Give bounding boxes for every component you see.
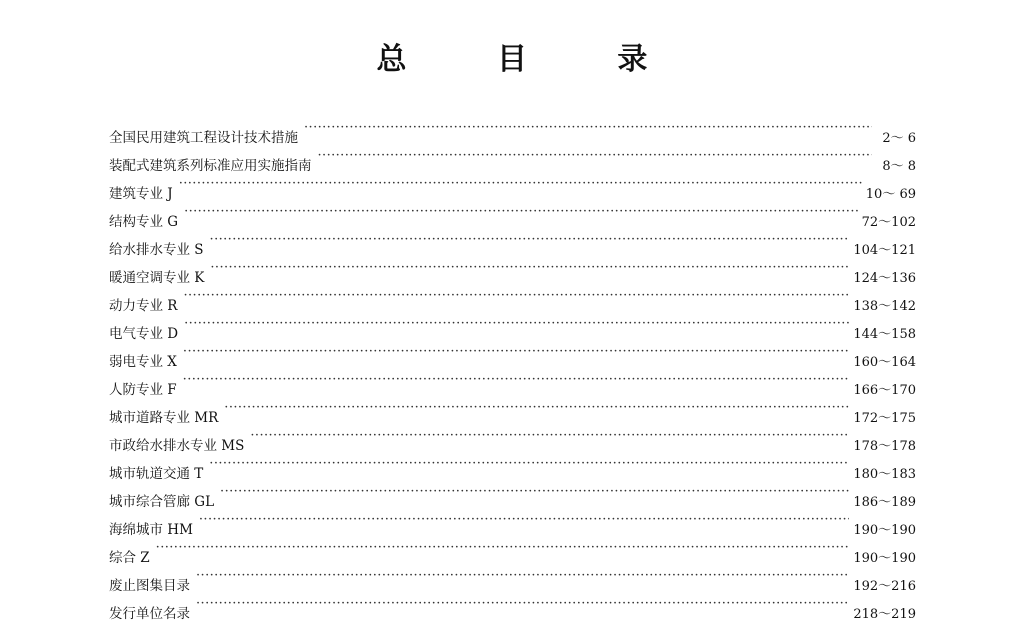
dot-leader xyxy=(210,254,849,282)
toc-entry[interactable] xyxy=(109,198,916,230)
toc-entry-pages: 138～142 xyxy=(853,299,916,314)
toc-entry-pages: 72～102 xyxy=(861,215,916,230)
toc-entry-pages: 124～136 xyxy=(853,271,916,286)
toc-entry[interactable] xyxy=(109,310,916,342)
dot-leader xyxy=(318,142,873,170)
page-title: 总 目 录 xyxy=(376,42,688,77)
toc-entry[interactable] xyxy=(109,366,916,398)
toc-entry-title: 弱电专业 X xyxy=(109,354,177,370)
toc-entry[interactable] xyxy=(109,226,916,258)
toc-entry-title: 建筑专业 J xyxy=(109,186,173,202)
toc-entry[interactable] xyxy=(109,254,916,286)
toc-entry-pages: 178～178 xyxy=(853,439,916,454)
toc-entry-title: 城市道路专业 MR xyxy=(109,410,219,426)
dot-leader xyxy=(179,170,862,198)
table-of-contents xyxy=(109,114,916,622)
toc-entry-title: 综合 Z xyxy=(109,550,150,566)
toc-entry-title: 城市轨道交通 T xyxy=(109,466,204,482)
toc-entry-pages: 192～216 xyxy=(853,579,916,594)
toc-entry[interactable] xyxy=(109,114,916,146)
dot-leader xyxy=(210,226,850,254)
dot-leader xyxy=(196,562,849,590)
toc-entry[interactable] xyxy=(109,282,916,314)
toc-entry-pages: 166～170 xyxy=(853,383,916,398)
toc-entry[interactable] xyxy=(109,562,916,594)
toc-entry-pages: 190～190 xyxy=(853,523,916,538)
dot-leader xyxy=(183,366,850,394)
toc-entry-title: 发行单位名录 xyxy=(109,606,190,622)
dot-leader xyxy=(184,310,849,338)
dot-leader xyxy=(220,478,849,506)
dot-leader xyxy=(304,114,872,142)
toc-entry-pages: 104～121 xyxy=(853,243,916,258)
toc-entry-pages: 190～190 xyxy=(853,551,916,566)
toc-entry-title: 电气专业 D xyxy=(109,326,179,342)
toc-entry-pages: 218～219 xyxy=(853,607,916,622)
toc-entry-pages: 10～ 69 xyxy=(865,187,916,202)
toc-entry[interactable] xyxy=(109,422,916,454)
toc-entry-title: 城市综合管廊 GL xyxy=(109,494,215,510)
toc-entry[interactable] xyxy=(109,534,916,566)
toc-entry-pages: 180～183 xyxy=(853,467,916,482)
toc-entry[interactable] xyxy=(109,338,916,370)
dot-leader xyxy=(224,394,849,422)
toc-entry-pages: 2～ 6 xyxy=(882,131,916,146)
dot-leader xyxy=(199,506,849,534)
toc-entry[interactable] xyxy=(109,450,916,482)
toc-entry-pages: 186～189 xyxy=(853,495,916,510)
toc-entry-title: 给水排水专业 S xyxy=(109,242,204,258)
toc-entry-title: 装配式建筑系列标准应用实施指南 xyxy=(109,158,312,174)
dot-leader xyxy=(196,590,849,618)
toc-entry-title: 结构专业 G xyxy=(109,214,179,230)
dot-leader xyxy=(250,422,849,450)
toc-entry-title: 暖通空调专业 K xyxy=(109,270,205,286)
toc-entry-pages: 160～164 xyxy=(853,355,916,370)
toc-entry[interactable] xyxy=(109,590,916,622)
toc-entry-pages: 172～175 xyxy=(853,411,916,426)
toc-entry-title: 动力专业 R xyxy=(109,298,178,314)
toc-entry-title: 全国民用建筑工程设计技术措施 xyxy=(109,130,298,146)
dot-leader xyxy=(183,338,849,366)
dot-leader xyxy=(156,534,850,562)
dot-leader xyxy=(209,450,849,478)
toc-entry[interactable] xyxy=(109,506,916,538)
dot-leader xyxy=(184,198,858,226)
toc-entry-title: 人防专业 F xyxy=(109,382,177,398)
toc-entry-title: 海绵城市 HM xyxy=(109,522,193,538)
toc-entry-pages: 144～158 xyxy=(853,327,916,342)
dot-leader xyxy=(183,282,849,310)
toc-entry[interactable] xyxy=(109,478,916,510)
toc-entry-title: 市政给水排水专业 MS xyxy=(109,438,245,454)
toc-entry[interactable] xyxy=(109,394,916,426)
toc-entry-title: 废止图集目录 xyxy=(109,578,190,594)
toc-entry[interactable] xyxy=(109,170,916,202)
toc-entry-pages: 8～ 8 xyxy=(882,159,916,174)
